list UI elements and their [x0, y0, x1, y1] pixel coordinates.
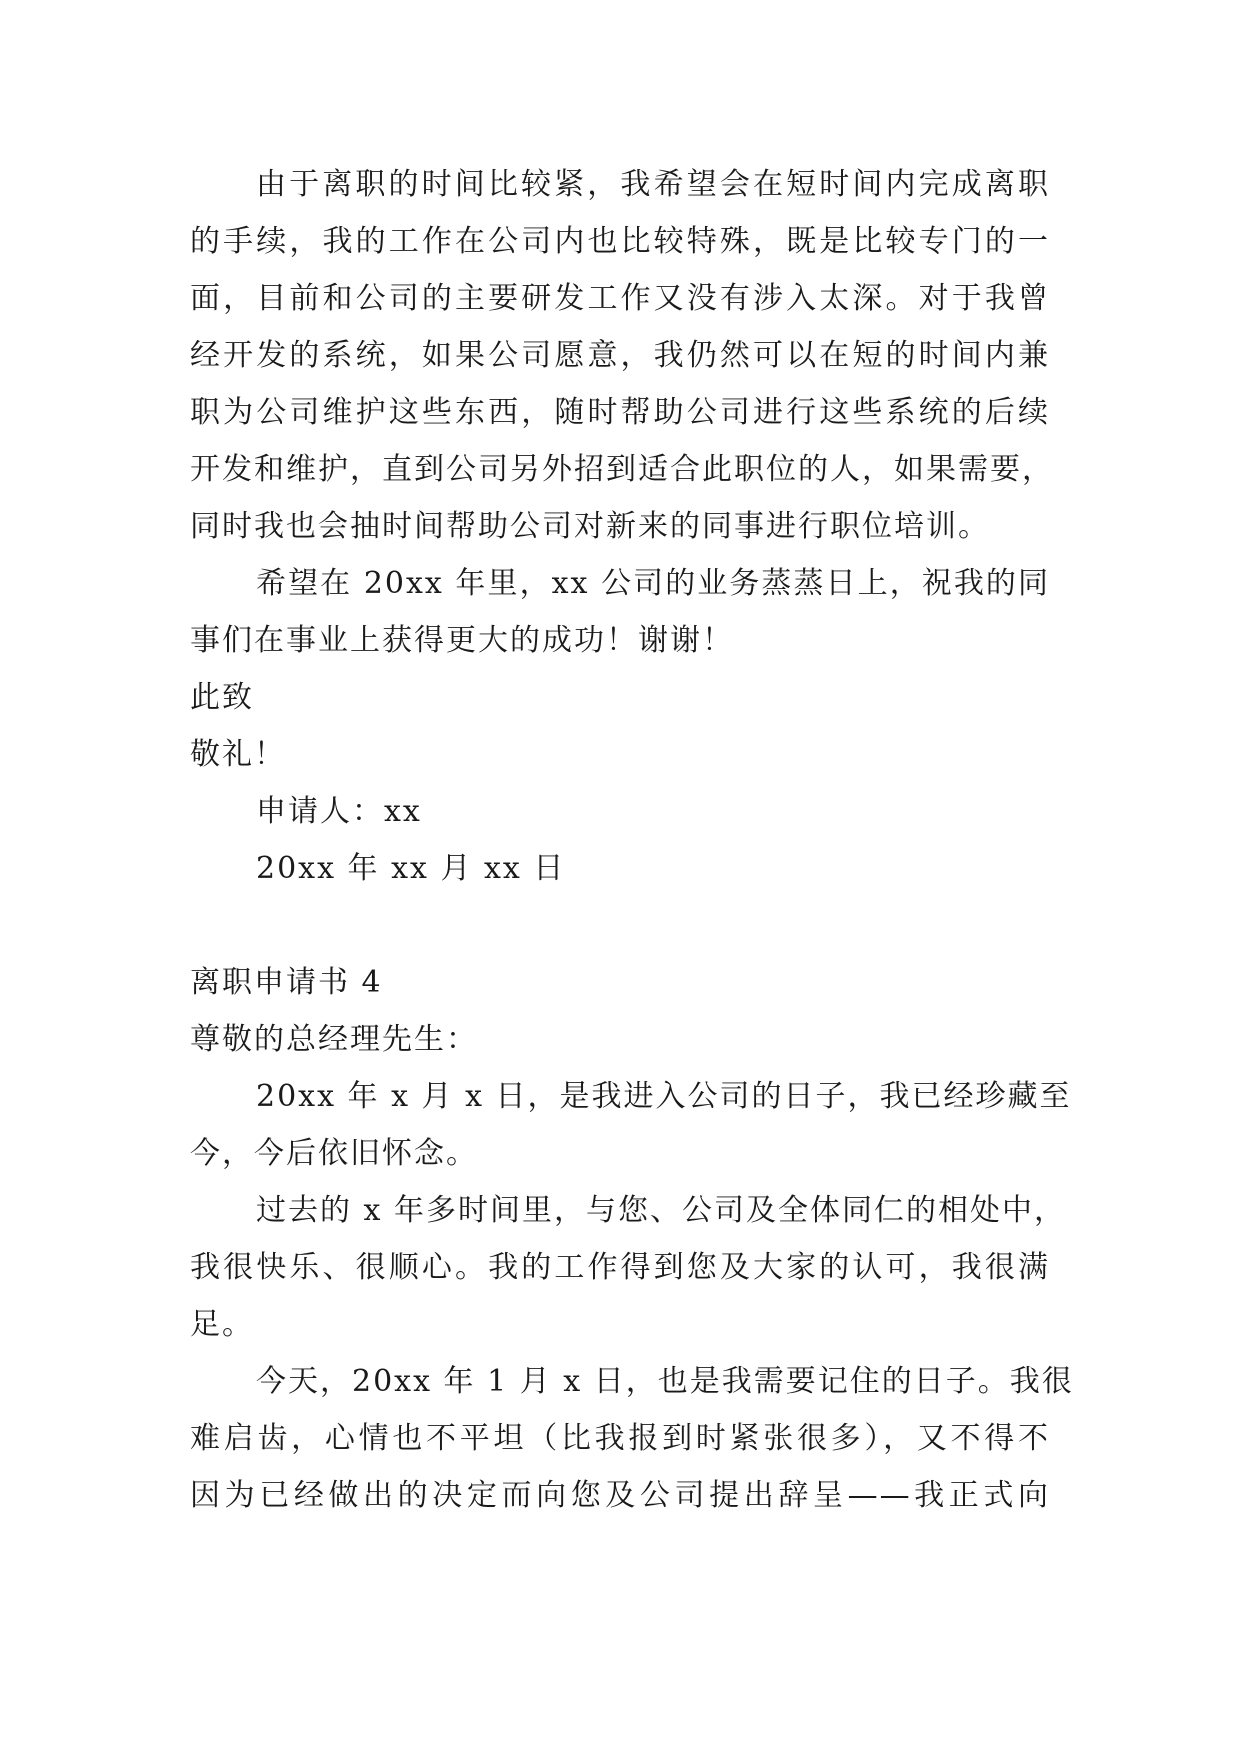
section-title: 离职申请书 4 [190, 965, 383, 1000]
text-line: 经开发的系统，如果公司愿意，我仍然可以在短的时间内兼 [190, 338, 1050, 373]
salutation-closing: 此致 [190, 680, 254, 715]
text-line: 由于离职的时间比较紧，我希望会在短时间内完成离职 [256, 167, 1050, 202]
salutation-regards: 敬礼！ [190, 737, 286, 772]
text-line: 开发和维护，直到公司另外招到适合此职位的人，如果需要， [190, 452, 1054, 487]
text-line: 因为已经做出的决定而向您及公司提出辞呈——我正式向 [190, 1478, 1050, 1513]
text-line: 面，目前和公司的主要研发工作又没有涉入太深。对于我曾 [190, 281, 1050, 316]
text-line: 事们在事业上获得更大的成功！谢谢！ [190, 623, 734, 658]
text-line: 同时我也会抽时间帮助公司对新来的同事进行职位培训。 [190, 509, 990, 544]
applicant-line: 申请人：xx [256, 794, 422, 829]
date-line: 20xx 年 xx 月 xx 日 [256, 851, 566, 886]
text-line: 职为公司维护这些东西，随时帮助公司进行这些系统的后续 [190, 395, 1050, 430]
text-line: 过去的 x 年多时间里，与您、公司及全体同仁的相处中， [256, 1193, 1066, 1228]
text-line: 的手续，我的工作在公司内也比较特殊，既是比较专门的一 [190, 224, 1050, 259]
greeting-line: 尊敬的总经理先生： [190, 1022, 478, 1057]
text-line: 我很快乐、很顺心。我的工作得到您及大家的认可，我很满 [190, 1250, 1050, 1285]
text-line: 20xx 年 x 月 x 日，是我进入公司的日子，我已经珍藏至 [256, 1079, 1072, 1114]
text-line: 今天，20xx 年 1 月 x 日，也是我需要记住的日子。我很 [256, 1364, 1074, 1399]
text-line: 今，今后依旧怀念。 [190, 1136, 478, 1171]
text-line: 难启齿，心情也不平坦（比我报到时紧张很多），又不得不 [190, 1421, 1050, 1456]
text-line: 希望在 20xx 年里，xx 公司的业务蒸蒸日上，祝我的同 [256, 566, 1050, 601]
text-line: 足。 [190, 1307, 254, 1342]
